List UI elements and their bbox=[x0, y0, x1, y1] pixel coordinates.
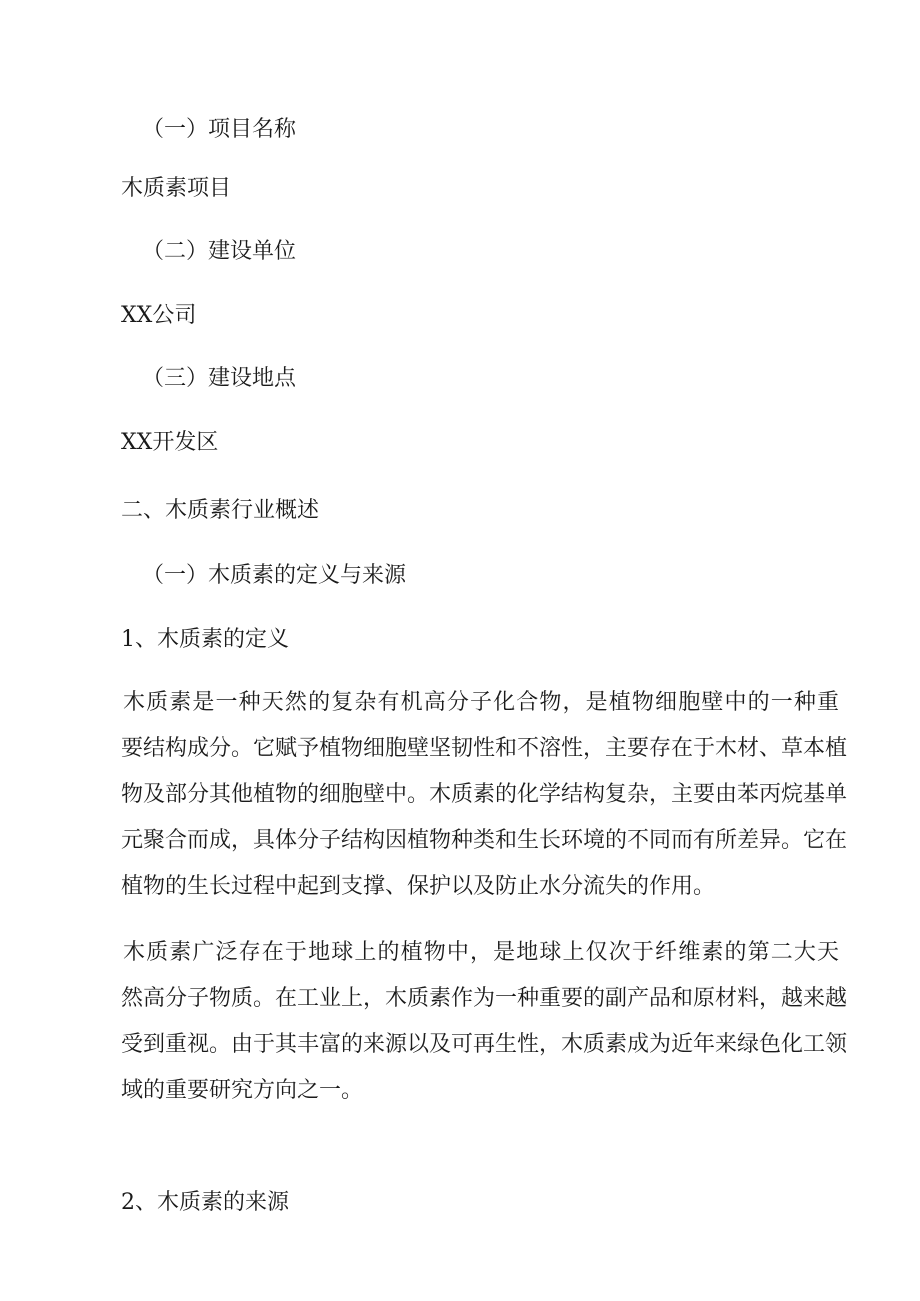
location-text: XX开发区 bbox=[121, 430, 219, 455]
item-title-source: 2、木质素的来源 bbox=[121, 1190, 289, 1215]
paragraph-definition bbox=[121, 690, 848, 920]
section-heading-location: （三）建设地点 bbox=[142, 366, 297, 391]
item-title-definition: 1、木质素的定义 bbox=[121, 627, 289, 652]
builder-text: XX公司 bbox=[121, 303, 197, 328]
paragraph-line: 要结构成分。它赋予植物细胞壁坚韧性和不溶性，主要存在于木材、草本植 bbox=[121, 736, 848, 761]
paragraph-line: 物及部分其他植物的细胞壁中。木质素的化学结构复杂，主要由苯丙烷基单 bbox=[121, 782, 848, 807]
subsection-heading: （一）木质素的定义与来源 bbox=[142, 563, 407, 588]
paragraph-line: 木质素广泛存在于地球上的植物中，是地球上仅次于纤维素的第二大天 bbox=[123, 940, 839, 965]
paragraph-line: 植物的生长过程中起到支撑、保护以及防止水分流失的作用。 bbox=[121, 874, 716, 899]
paragraph-occurrence bbox=[121, 940, 848, 1124]
paragraph-line: 元聚合而成，具体分子结构因植物种类和生长环境的不同而有所差异。它在 bbox=[121, 828, 848, 853]
paragraph-line: 然高分子物质。在工业上，木质素作为一种重要的副产品和原材料，越来越 bbox=[121, 986, 848, 1011]
paragraph-line: 域的重要研究方向之一。 bbox=[121, 1078, 364, 1103]
paragraph-line: 受到重视。由于其丰富的来源以及可再生性，木质素成为近年来绿色化工领 bbox=[121, 1032, 848, 1057]
section-heading-builder: （二）建设单位 bbox=[142, 239, 297, 264]
project-name-text: 木质素项目 bbox=[121, 176, 232, 201]
chapter-title: 二、木质素行业概述 bbox=[121, 498, 320, 523]
paragraph-line: 木质素是一种天然的复杂有机高分子化合物，是植物细胞壁中的一种重 bbox=[123, 690, 839, 715]
section-heading-project-name: （一）项目名称 bbox=[142, 117, 297, 142]
